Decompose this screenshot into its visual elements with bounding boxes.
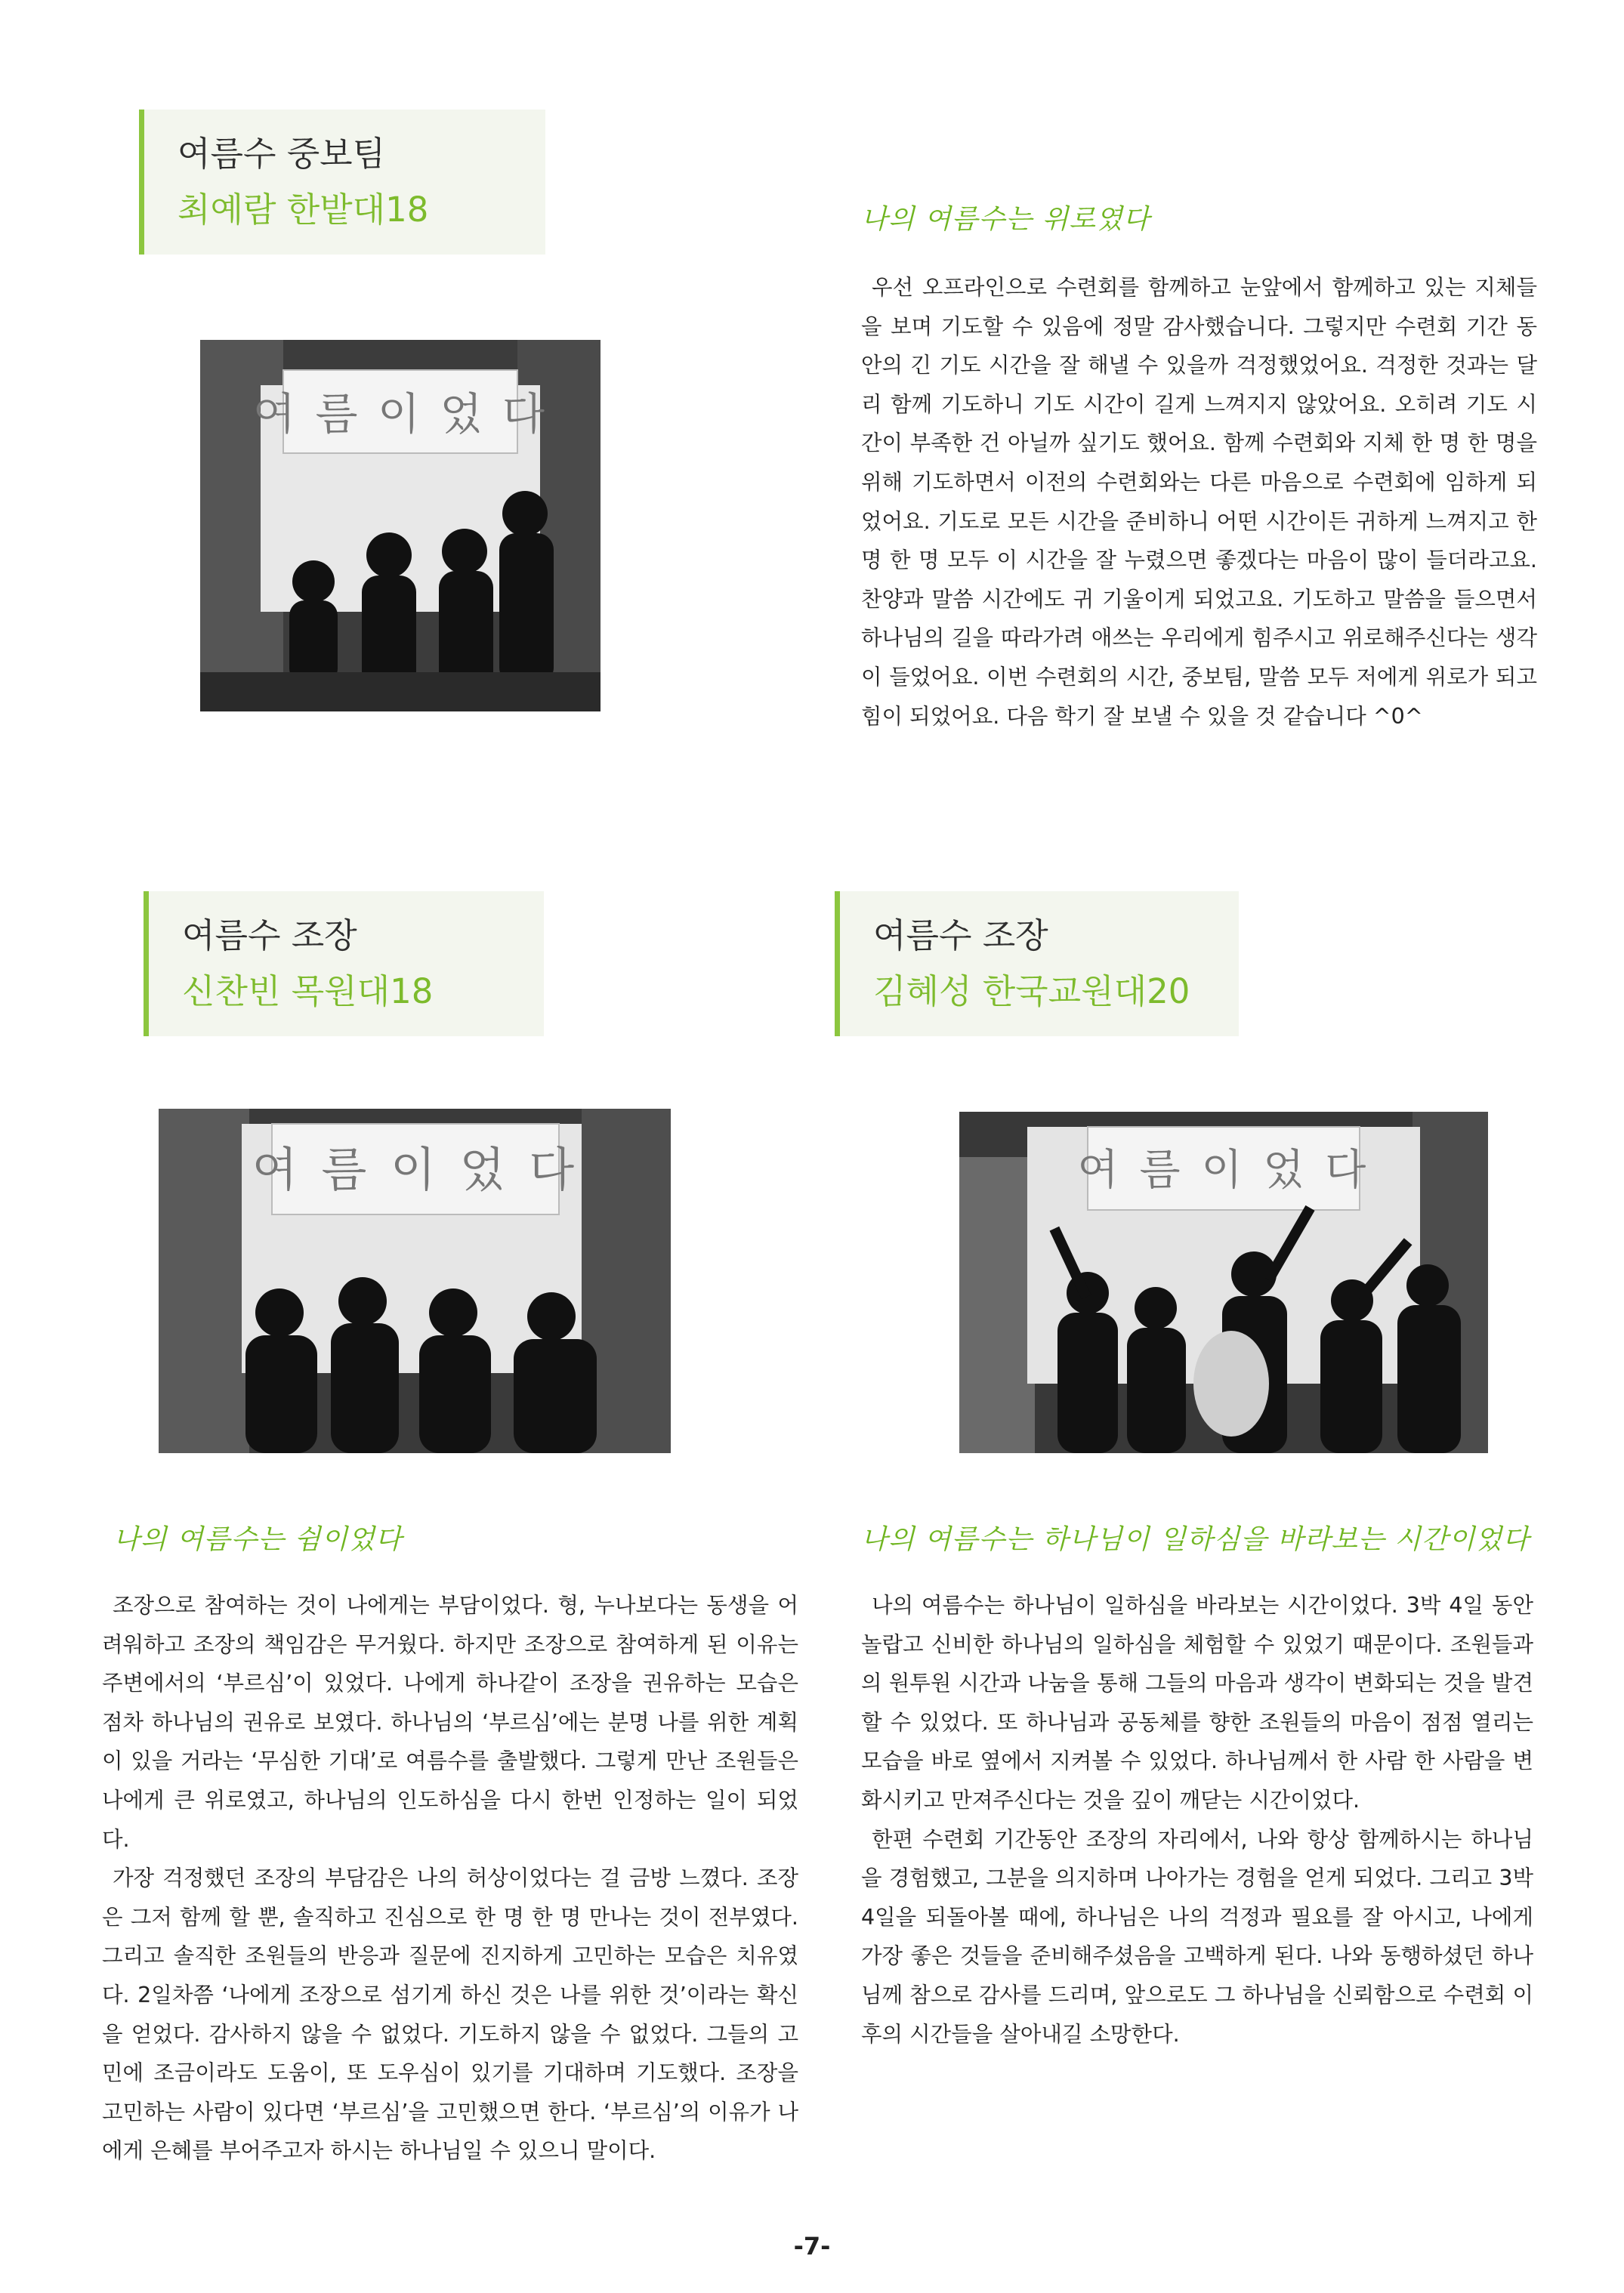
- role-label: 여름수 조장: [182, 915, 357, 955]
- person-name: 최예람 한밭대18: [178, 190, 429, 230]
- banner-text: 여 름 이 었 다: [252, 1142, 579, 1197]
- section2-body: [102, 1586, 798, 2171]
- section-heading: 나의 여름수는 쉼이었다: [113, 1524, 403, 1555]
- section3-body: [861, 1586, 1533, 2054]
- banner-text: 여 름 이 었 다: [1077, 1146, 1370, 1195]
- person-name: 김혜성 한국교원대20: [873, 971, 1190, 1011]
- paragraph: 가장 걱정했던 조장의 부담감은 나의 허상이었다는 걸 금방 느꼈다. 조장은 그저 함께 할 뿐, 솔직하고 진심으로 한 명 한 명 만나는 것이 전부였다. 그리고 솔직한 조원들의 반응과 질문에 진지하게 고민하는 모습은 치유였다. 2일차쯤 ‘나에게 조장으로 섬기게 하신 것은 나를 위한 것’이라는 확신을 얻었다. 감사하지 않을 수 없었다. 기도하지 않을 수 없었다. 그들의 고민에 조금이라도 도움이, 또 도우심이 있기를 기대하며 기도했다. 조장을 고민하는 사람이 있다면 ‘부르심’을 고민했으면 한다. ‘부르심’의 이유가 나에게 은혜를 부어주고자 하시는 하나님일 수 있으니 말이다.: [102, 1866, 798, 2164]
- page-number: -7-: [793, 2232, 831, 2261]
- paragraph: 한편 수련회 기간동안 조장의 자리에서, 나와 항상 함께하시는 하나님을 경험했고, 그분을 의지하며 나아가는 경험을 얻게 되었다. 그리고 3박 4일을 되돌아볼 때에, 하나님은 나의 걱정과 필요를 잘 아시고, 나에게 가장 좋은 것들을 준비해주셨음을 고백하게 된다. 나와 동행하셨던 하나님께 참으로 감사를 드리며, 앞으로도 그 하나님을 신뢰함으로 수련회 이후의 시간들을 살아내길 소망한다.: [861, 1826, 1533, 2047]
- name-box-section2: [144, 891, 544, 1036]
- paragraph: 우선 오프라인으로 수련회를 함께하고 눈앞에서 함께하고 있는 지체들을 보며 기도할 수 있음에 정말 감사했습니다. 그렇지만 수련회 기간 동안의 긴 기도 시간을 잘 해낼 수 있을까 걱정했었어요. 걱정한 것과는 달리 함께 기도하니 기도 시간이 길게 느껴지지 않았어요. 오히려 기도 시간이 부족한 건 아닐까 싶기도 했어요. 함께 수련회와 지체 한 명 한 명을 위해 기도하면서 이전의 수련회와는 다른 마음으로 수련회에 임하게 되었어요. 기도로 모든 시간을 준비하니 어떤 시간이든 귀하게 느껴지고 한 명 한 명 모두 이 시간을 잘 누렸으면 좋겠다는 마음이 많이 들더라고요. 찬양과 말씀 시간에도 귀 기울이게 되었고요. 기도하고 말씀을 들으면서 하나님의 길을 따라가려 애쓰는 우리에게 힘주시고 위로해주신다는 생각이 들었어요. 이번 수련회의 시간, 중보팀, 말씀 모두 저에게 위로가 되고 힘이 되었어요. 다음 학기 잘 보낼 수 있을 것 같습니다 ^0^: [861, 275, 1537, 729]
- section-heading: 나의 여름수는 위로였다: [861, 204, 1150, 235]
- name-box-section3: [835, 891, 1239, 1036]
- section1-body: [861, 268, 1537, 736]
- section-heading: 나의 여름수는 하나님이 일하심을 바라보는 시간이었다: [861, 1524, 1530, 1555]
- banner-text: 여 름 이 었 다: [253, 388, 548, 440]
- group-photo: [200, 340, 601, 711]
- role-label: 여름수 중보팀: [178, 134, 386, 174]
- name-box-section1: [139, 110, 545, 255]
- paragraph: 조장으로 참여하는 것이 나에게는 부담이었다. 형, 누나보다는 동생을 어려워하고 조장의 책임감은 무거웠다. 하지만 조장으로 참여하게 된 이유는 주변에서의 ‘부르심’이 있었다. 나에게 하나같이 조장을 권유하는 모습은 점차 하나님의 권유로 보였다. 하나님의 ‘부르심’에는 분명 나를 위한 계획이 있을 거라는 ‘무심한 기대’로 여름수를 출발했다. 그렇게 만난 조원들은 나에게 큰 위로였고, 하나님의 인도하심을 다시 한번 인정하는 일이 되었다.: [102, 1593, 798, 1852]
- person-name: 신찬빈 목원대18: [182, 971, 434, 1011]
- group-photo: [159, 1109, 671, 1453]
- paragraph: 나의 여름수는 하나님이 일하심을 바라보는 시간이었다. 3박 4일 동안 놀랍고 신비한 하나님의 일하심을 체험할 수 있었기 때문이다. 조원들과의 원투원 시간과 나눔을 통해 그들의 마음과 생각이 변화되는 것을 발견할 수 있었다. 또 하나님과 공동체를 향한 조원들의 마음이 점점 열리는 모습을 바로 옆에서 지켜볼 수 있었다. 하나님께서 한 사람 한 사람을 변화시키고 만져주신다는 것을 깊이 깨닫는 시간이었다.: [861, 1593, 1533, 1813]
- group-photo: [959, 1112, 1488, 1453]
- role-label: 여름수 조장: [873, 915, 1048, 955]
